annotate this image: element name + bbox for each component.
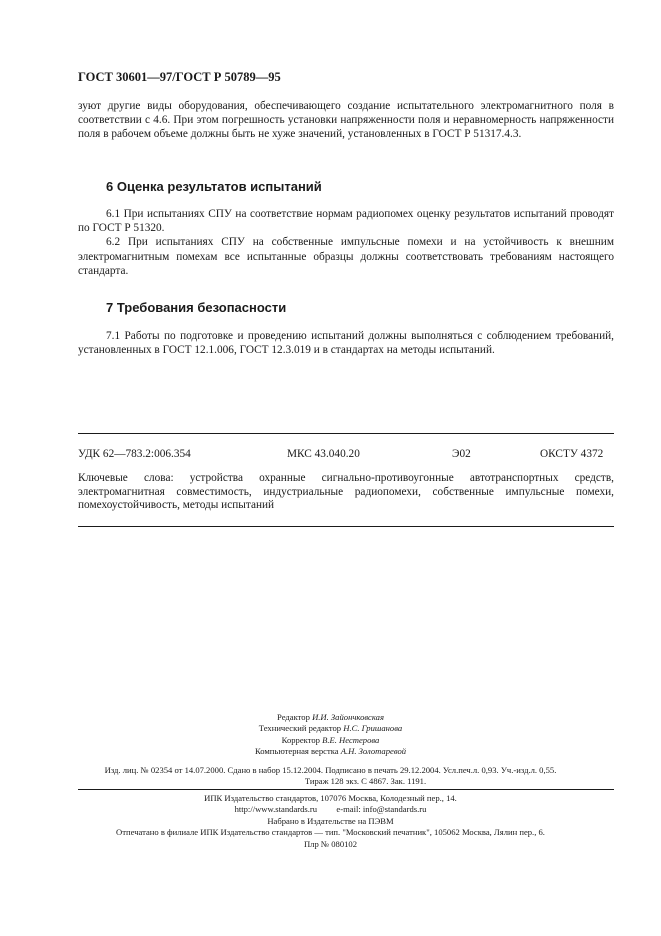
paragraph-6-1: 6.1 При испытаниях СПУ на соответствие нормам радиопомех оценку результатов испытаний проводят по ГОСТ Р 51320. <box>78 208 614 235</box>
paragraph-6-2: 6.2 При испытаниях СПУ на собственные импульсные помехи и на устойчивость к внешним электромагнитным помехам все испытанные образцы должны соответствовать требованиям настоящего стандарта. <box>78 236 614 277</box>
imprint-line-1: Изд. лиц. № 02354 от 14.07.2000. Сдано в набор 15.12.2004. Подписано в печать 29.12.2004. Усл.печ.л. 0,93. Уч.-изд.л. 0,55. <box>104 765 557 775</box>
page-header: ГОСТ 30601—97/ГОСТ Р 50789—95 <box>78 70 281 84</box>
udk-code: УДК 62—783.2:006.354 <box>78 448 191 460</box>
bottom-divider <box>78 526 614 527</box>
imprint-divider <box>78 789 614 790</box>
section-7-heading: 7 Требования безопасности <box>106 300 287 315</box>
credit-corrector: Корректор В.Е. Нестерова <box>281 734 380 745</box>
mks-code: МКС 43.040.20 <box>287 448 360 460</box>
publisher-typeset: Набрано в Издательстве на ПЭВМ <box>267 815 394 826</box>
credit-tech-editor: Технический редактор Н.С. Гришанова <box>258 723 403 734</box>
credit-layout: Компьютерная верстка А.Н. Золотаревой <box>254 746 407 757</box>
okstu-code: ОКСТУ 4372 <box>540 448 604 460</box>
credits-block <box>0 712 661 758</box>
paragraph-7-1: 7.1 Работы по подготовке и проведению испытаний должны выполняться с соблюдением требований, установленных в ГОСТ 12.1.006, ГОСТ 12.3.019 и в стандартах на методы испытаний. <box>78 330 614 357</box>
publisher-address: ИПК Издательство стандартов, 107076 Москва, Колодезный пер., 14. <box>204 793 457 803</box>
keywords: Ключевые слова: устройства охранные сигнально-противоугонные автотранспортных средств, электромагнитная совместимость, индустриальные радиопомехи, собственные импульсные помехи, помехоустойчивость, методы испытаний <box>78 472 614 512</box>
group-code: Э02 <box>452 448 471 460</box>
publisher-contacts <box>0 804 661 815</box>
publisher-web[interactable]: http://www.standards.ru <box>234 804 318 815</box>
imprint-line-2: Тираж 128 экз. С 4867. Зак. 1191. <box>304 776 427 787</box>
publisher-block <box>0 793 661 850</box>
top-divider <box>78 433 614 434</box>
intro-paragraph <box>78 99 614 142</box>
intro-text: зуют другие виды оборудования, обеспечивающего создание испытательного электромагнитного поля в соответствии с 4.6. При этом погрешность установки напряженности поля и неравномерность напряженности поля в рабочем объеме должны быть не хуже значений, установленных в ГОСТ Р 51317.4.3. <box>78 100 614 141</box>
publisher-email[interactable]: e-mail: info@standards.ru <box>336 804 427 815</box>
section-6-heading: 6 Оценка результатов испытаний <box>106 179 322 194</box>
publisher-printed: Отпечатано в филиале ИПК Издательство стандартов — тип. "Московский печатник", 105062 Москва, Лялин пер., 6. <box>116 827 545 838</box>
imprint-block <box>0 765 661 788</box>
section-7-body <box>78 329 614 357</box>
credit-editor: Редактор И.И. Зайончковская <box>277 712 384 722</box>
publisher-license: Плр № 080102 <box>303 838 358 849</box>
section-6-body <box>78 207 614 278</box>
